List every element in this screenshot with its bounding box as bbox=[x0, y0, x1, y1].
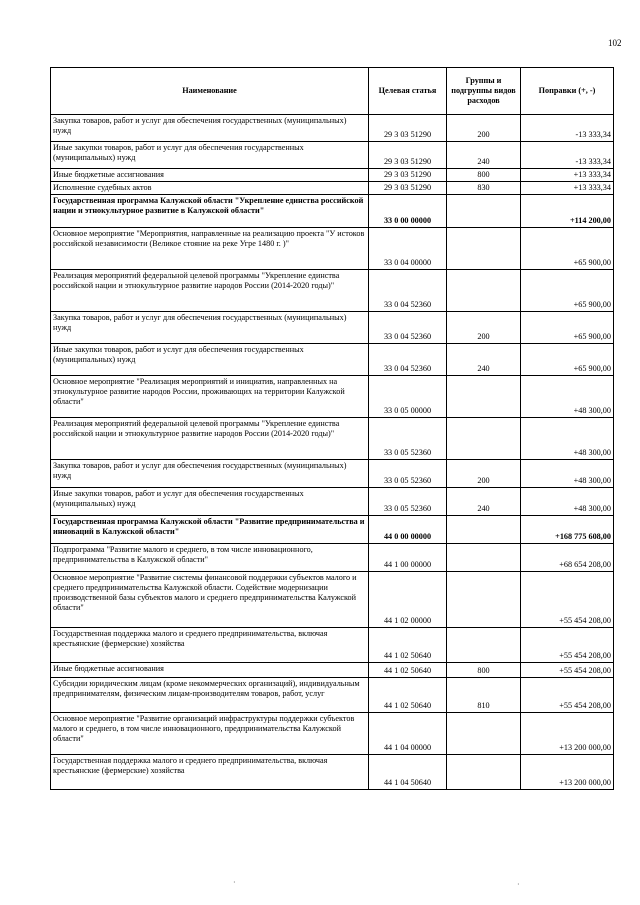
row-name-cell: Подпрограмма "Развитие малого и среднего, в том числе инновационного, предпринимательства в Калужской области" bbox=[51, 544, 369, 572]
row-amount-cell: +65 900,00 bbox=[521, 344, 614, 376]
row-group-cell: 200 bbox=[447, 312, 521, 344]
row-target-cell: 44 1 02 50640 bbox=[369, 678, 447, 713]
row-group-cell bbox=[447, 755, 521, 790]
row-amount-cell: +168 775 608,00 bbox=[521, 516, 614, 544]
table-row bbox=[51, 418, 614, 460]
table-row bbox=[51, 713, 614, 755]
row-name-cell: Иные закупки товаров, работ и услуг для обеспечения государственных (муниципальных) нужд bbox=[51, 344, 369, 376]
row-group-cell: 830 bbox=[447, 182, 521, 195]
row-name-cell: Государственная поддержка малого и среднего предпринимательства, включая крестьянские (фермерские) хозяйства bbox=[51, 755, 369, 790]
row-amount-cell: +13 200 000,00 bbox=[521, 755, 614, 790]
row-target-cell: 44 1 02 00000 bbox=[369, 572, 447, 628]
header-target: Целевая статья bbox=[369, 68, 447, 115]
row-group-cell: 240 bbox=[447, 344, 521, 376]
table-row bbox=[51, 312, 614, 344]
row-name-cell: Основное мероприятие "Реализация мероприятий и инициатив, направленных на этнокультурное развитие народов России, проживающих на территории Калужской области" bbox=[51, 376, 369, 418]
row-target-cell: 44 1 02 50640 bbox=[369, 663, 447, 678]
table-row bbox=[51, 169, 614, 182]
row-amount-cell: +13 200 000,00 bbox=[521, 713, 614, 755]
row-group-cell bbox=[447, 376, 521, 418]
row-target-cell: 33 0 05 52360 bbox=[369, 488, 447, 516]
row-group-cell bbox=[447, 418, 521, 460]
table-row bbox=[51, 142, 614, 169]
row-target-cell: 33 0 04 52360 bbox=[369, 312, 447, 344]
table-row bbox=[51, 516, 614, 544]
row-name-cell: Основное мероприятие "Развитие системы финансовой поддержки субъектов малого и среднего предпринимательства Калужской области. Содействие модернизации производственной базы субъектов малого и среднего предпринимательства Калужской области" bbox=[51, 572, 369, 628]
table-row bbox=[51, 460, 614, 488]
row-amount-cell: -13 333,34 bbox=[521, 142, 614, 169]
page-number: 102 bbox=[608, 38, 622, 48]
row-amount-cell: +55 454 208,00 bbox=[521, 663, 614, 678]
row-group-cell: 810 bbox=[447, 678, 521, 713]
table-row bbox=[51, 488, 614, 516]
row-name-cell: Иные закупки товаров, работ и услуг для обеспечения государственных (муниципальных) нужд bbox=[51, 488, 369, 516]
table-row bbox=[51, 344, 614, 376]
row-name-cell: Реализация мероприятий федеральной целевой программы "Укрепление единства российской нации и этнокультурное развитие народов России (2014-2020 годы)" bbox=[51, 418, 369, 460]
table-row bbox=[51, 228, 614, 270]
row-target-cell: 44 1 00 00000 bbox=[369, 544, 447, 572]
table-row bbox=[51, 182, 614, 195]
row-amount-cell: +55 454 208,00 bbox=[521, 628, 614, 663]
row-group-cell bbox=[447, 572, 521, 628]
row-name-cell: Реализация мероприятий федеральной целевой программы "Укрепление единства российской нации и этнокультурное развитие народов России (2014-2020 годы)" bbox=[51, 270, 369, 312]
row-group-cell: 800 bbox=[447, 169, 521, 182]
row-target-cell: 44 1 04 50640 bbox=[369, 755, 447, 790]
row-target-cell: 29 3 03 51290 bbox=[369, 115, 447, 142]
row-target-cell: 33 0 05 52360 bbox=[369, 460, 447, 488]
row-name-cell: Государственная программа Калужской области "Укрепление единства российской нации и этнокультурное развитие в Калужской области" bbox=[51, 195, 369, 228]
row-group-cell bbox=[447, 628, 521, 663]
table-row bbox=[51, 755, 614, 790]
row-target-cell: 33 0 04 52360 bbox=[369, 270, 447, 312]
row-target-cell: 33 0 04 00000 bbox=[369, 228, 447, 270]
row-name-cell: Иные бюджетные ассигнования bbox=[51, 169, 369, 182]
row-target-cell: 33 0 00 00000 bbox=[369, 195, 447, 228]
row-amount-cell: +13 333,34 bbox=[521, 182, 614, 195]
table-row bbox=[51, 376, 614, 418]
row-name-cell: Исполнение судебных актов bbox=[51, 182, 369, 195]
budget-amendments-table bbox=[50, 67, 614, 790]
header-amendments: Поправки (+, -) bbox=[521, 68, 614, 115]
row-target-cell: 33 0 04 52360 bbox=[369, 344, 447, 376]
row-amount-cell: -13 333,34 bbox=[521, 115, 614, 142]
row-name-cell: Иные закупки товаров, работ и услуг для обеспечения государственных (муниципальных) нужд bbox=[51, 142, 369, 169]
table-row bbox=[51, 628, 614, 663]
table-row bbox=[51, 195, 614, 228]
row-target-cell: 33 0 05 52360 bbox=[369, 418, 447, 460]
row-group-cell: 240 bbox=[447, 142, 521, 169]
row-name-cell: Закупка товаров, работ и услуг для обеспечения государственных (муниципальных) нужд bbox=[51, 312, 369, 344]
scan-mark: · bbox=[517, 880, 520, 889]
row-target-cell: 44 1 04 00000 bbox=[369, 713, 447, 755]
row-amount-cell: +55 454 208,00 bbox=[521, 572, 614, 628]
row-target-cell: 44 1 02 50640 bbox=[369, 628, 447, 663]
row-amount-cell: +48 300,00 bbox=[521, 418, 614, 460]
row-name-cell: Основное мероприятие "Развитие организаций инфраструктуры поддержки субъектов малого и среднего, в том числе инновационного, предпринимательства Калужской области" bbox=[51, 713, 369, 755]
row-name-cell: Иные бюджетные ассигнования bbox=[51, 663, 369, 678]
row-group-cell bbox=[447, 228, 521, 270]
table-row bbox=[51, 678, 614, 713]
table-row bbox=[51, 115, 614, 142]
row-group-cell bbox=[447, 713, 521, 755]
header-groups: Группы и подгруппы видов расходов bbox=[447, 68, 521, 115]
row-group-cell: 800 bbox=[447, 663, 521, 678]
table-row bbox=[51, 663, 614, 678]
row-amount-cell: +68 654 208,00 bbox=[521, 544, 614, 572]
row-amount-cell: +65 900,00 bbox=[521, 312, 614, 344]
row-group-cell: 200 bbox=[447, 115, 521, 142]
row-name-cell: Закупка товаров, работ и услуг для обеспечения государственных (муниципальных) нужд bbox=[51, 460, 369, 488]
row-name-cell: Закупка товаров, работ и услуг для обеспечения государственных (муниципальных) нужд bbox=[51, 115, 369, 142]
row-amount-cell: +55 454 208,00 bbox=[521, 678, 614, 713]
row-amount-cell: +13 333,34 bbox=[521, 169, 614, 182]
row-amount-cell: +65 900,00 bbox=[521, 270, 614, 312]
row-group-cell: 200 bbox=[447, 460, 521, 488]
row-group-cell bbox=[447, 270, 521, 312]
row-name-cell: Основное мероприятие "Мероприятия, направленные на реализацию проекта "У истоков российской независимости (Великое стояние на реке Угре 1480 г. )" bbox=[51, 228, 369, 270]
table-row bbox=[51, 544, 614, 572]
row-name-cell: Субсидии юридическим лицам (кроме некоммерческих организаций), индивидуальным предпринимателям, физическим лицам-производителям товаров, работ, услуг bbox=[51, 678, 369, 713]
table-row bbox=[51, 270, 614, 312]
row-amount-cell: +48 300,00 bbox=[521, 488, 614, 516]
row-target-cell: 33 0 05 00000 bbox=[369, 376, 447, 418]
row-target-cell: 44 0 00 00000 bbox=[369, 516, 447, 544]
table-header-row bbox=[51, 68, 614, 115]
table-row bbox=[51, 572, 614, 628]
row-target-cell: 29 3 03 51290 bbox=[369, 142, 447, 169]
row-amount-cell: +48 300,00 bbox=[521, 460, 614, 488]
row-target-cell: 29 3 03 51290 bbox=[369, 169, 447, 182]
row-group-cell bbox=[447, 544, 521, 572]
row-group-cell: 240 bbox=[447, 488, 521, 516]
row-name-cell: Государственная поддержка малого и среднего предпринимательства, включая крестьянские (фермерские) хозяйства bbox=[51, 628, 369, 663]
row-amount-cell: +65 900,00 bbox=[521, 228, 614, 270]
row-group-cell bbox=[447, 195, 521, 228]
scan-mark: · bbox=[233, 878, 236, 887]
row-amount-cell: +114 200,00 bbox=[521, 195, 614, 228]
row-target-cell: 29 3 03 51290 bbox=[369, 182, 447, 195]
row-group-cell bbox=[447, 516, 521, 544]
row-name-cell: Государственная программа Калужской области "Развитие предпринимательства и инноваций в Калужской области" bbox=[51, 516, 369, 544]
header-name: Наименование bbox=[51, 68, 369, 115]
row-amount-cell: +48 300,00 bbox=[521, 376, 614, 418]
